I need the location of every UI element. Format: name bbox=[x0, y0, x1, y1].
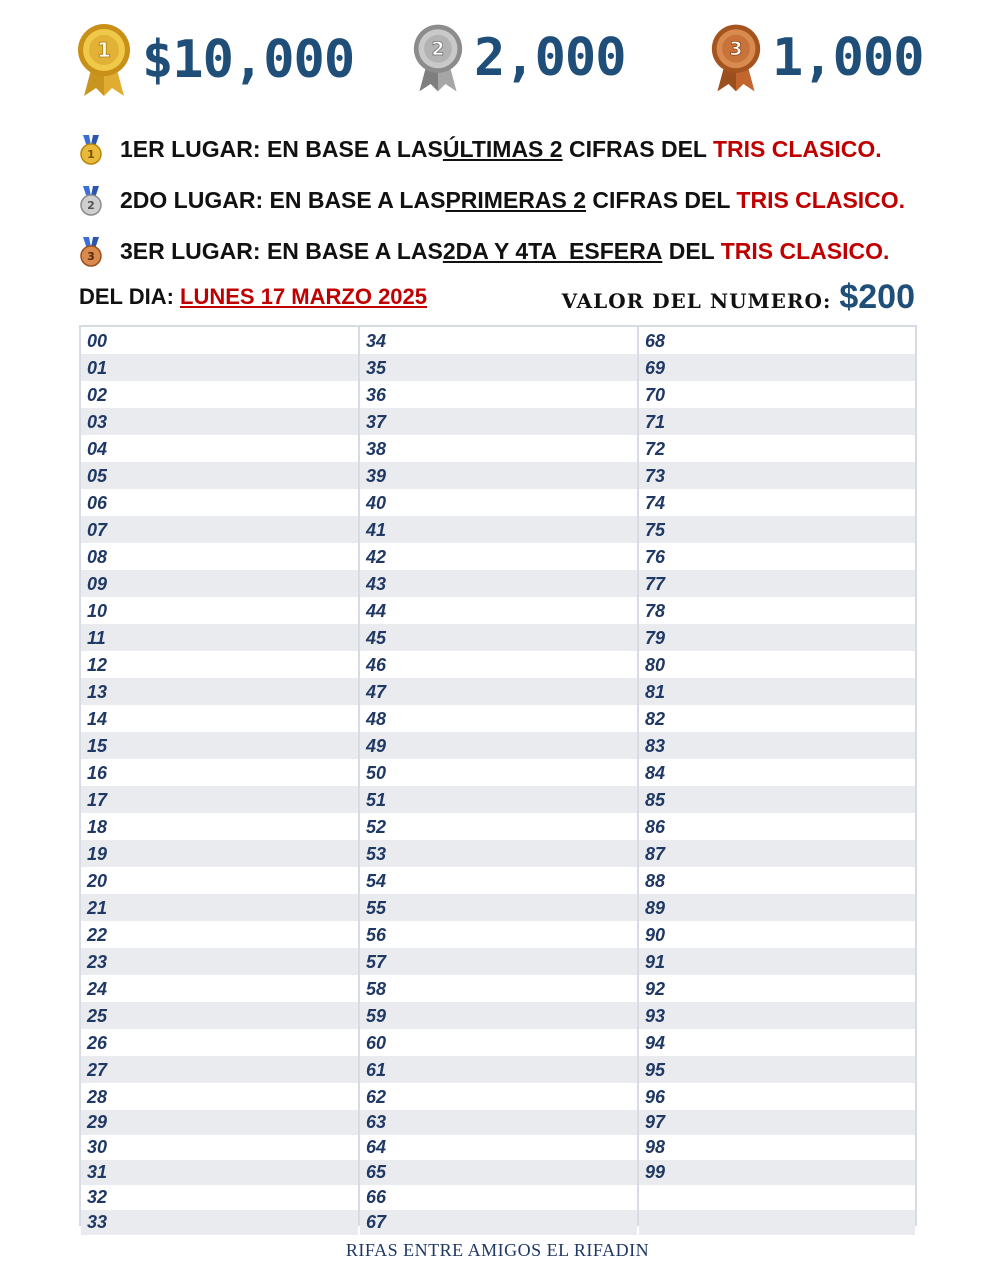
number-cell[interactable]: 44 bbox=[366, 601, 387, 621]
number-cell[interactable]: 52 bbox=[366, 817, 387, 837]
number-cell[interactable]: 55 bbox=[360, 894, 637, 921]
number-cell[interactable] bbox=[639, 1210, 915, 1235]
number-cell[interactable]: 91 bbox=[639, 948, 915, 975]
number-cell[interactable]: 15 bbox=[81, 732, 358, 759]
svg-text:1: 1 bbox=[97, 38, 111, 62]
second-prize-amount: 2,000 bbox=[474, 28, 626, 88]
number-cell[interactable]: 26 bbox=[87, 1033, 108, 1053]
number-cell[interactable]: 62 bbox=[366, 1087, 387, 1107]
number-cell[interactable]: 06 bbox=[87, 493, 108, 513]
number-cell[interactable]: 22 bbox=[87, 925, 108, 945]
number-cell[interactable]: 90 bbox=[645, 925, 666, 945]
second-prize bbox=[412, 22, 626, 94]
rule-underlined-text: PRIMERAS 2 bbox=[445, 187, 587, 213]
number-cell[interactable]: 71 bbox=[639, 408, 915, 435]
number-cell[interactable]: 94 bbox=[645, 1033, 666, 1053]
number-cell[interactable]: 16 bbox=[87, 763, 108, 783]
number-cell[interactable]: 84 bbox=[645, 763, 666, 783]
rules-list bbox=[78, 124, 958, 277]
number-cell[interactable]: 12 bbox=[87, 655, 108, 675]
number-cell[interactable]: 27 bbox=[81, 1056, 358, 1083]
number-cell[interactable]: 83 bbox=[639, 732, 915, 759]
rule-third-place bbox=[78, 226, 958, 277]
number-cell[interactable]: 31 bbox=[81, 1160, 358, 1185]
ticket-price bbox=[562, 278, 915, 317]
number-cell[interactable]: 32 bbox=[87, 1187, 108, 1207]
number-cell[interactable]: 67 bbox=[360, 1210, 637, 1235]
number-cell[interactable]: 13 bbox=[81, 678, 358, 705]
rule-text: CIFRAS DEL bbox=[586, 187, 737, 213]
number-cell[interactable]: 50 bbox=[366, 763, 387, 783]
number-cell[interactable]: 70 bbox=[645, 385, 666, 405]
draw-date bbox=[79, 284, 427, 310]
prize-header bbox=[0, 22, 995, 102]
number-cell[interactable]: 73 bbox=[639, 462, 915, 489]
svg-text:3: 3 bbox=[87, 249, 95, 263]
number-cell[interactable]: 81 bbox=[639, 678, 915, 705]
number-cell[interactable]: 33 bbox=[81, 1210, 358, 1235]
number-cell[interactable]: 51 bbox=[360, 786, 637, 813]
rule-lottery-name: TRIS CLASICO. bbox=[736, 187, 906, 213]
rule-lottery-name: TRIS CLASICO. bbox=[720, 238, 890, 264]
number-cell[interactable]: 47 bbox=[360, 678, 637, 705]
number-cell[interactable]: 09 bbox=[81, 570, 358, 597]
bronze-medal-icon bbox=[710, 22, 762, 94]
number-cell[interactable]: 28 bbox=[87, 1087, 108, 1107]
first-prize bbox=[76, 22, 354, 98]
number-cell[interactable]: 60 bbox=[366, 1033, 387, 1053]
svg-text:3: 3 bbox=[729, 39, 743, 61]
number-grid bbox=[79, 325, 917, 1232]
gold-medal-icon bbox=[76, 22, 132, 98]
number-cell[interactable]: 59 bbox=[360, 1002, 637, 1029]
number-cell[interactable]: 65 bbox=[360, 1160, 637, 1185]
number-cell[interactable]: 63 bbox=[360, 1110, 637, 1135]
number-cell[interactable]: 74 bbox=[645, 493, 666, 513]
number-cell[interactable]: 48 bbox=[366, 709, 387, 729]
bronze-medal-icon bbox=[78, 237, 104, 267]
number-cell[interactable]: 87 bbox=[639, 840, 915, 867]
number-cell[interactable]: 07 bbox=[81, 516, 358, 543]
number-column bbox=[639, 327, 915, 1224]
number-cell[interactable]: 69 bbox=[639, 354, 915, 381]
number-cell[interactable]: 78 bbox=[645, 601, 666, 621]
number-cell[interactable]: 96 bbox=[645, 1087, 666, 1107]
number-cell[interactable]: 75 bbox=[639, 516, 915, 543]
ticket-price-label: VALOR DEL NUMERO: bbox=[561, 289, 832, 313]
svg-text:2: 2 bbox=[431, 39, 445, 61]
number-cell[interactable]: 72 bbox=[645, 439, 666, 459]
number-cell[interactable]: 93 bbox=[639, 1002, 915, 1029]
silver-medal-icon bbox=[78, 186, 104, 216]
number-cell[interactable]: 36 bbox=[366, 385, 387, 405]
number-cell[interactable]: 97 bbox=[639, 1110, 915, 1135]
ticket-price-value: $200 bbox=[839, 278, 915, 316]
number-cell[interactable]: 49 bbox=[360, 732, 637, 759]
third-prize-amount: 1,000 bbox=[772, 28, 924, 88]
rule-text: 3ER LUGAR: EN BASE A LAS bbox=[120, 238, 443, 264]
number-cell[interactable]: 25 bbox=[81, 1002, 358, 1029]
gold-medal-icon bbox=[78, 135, 104, 165]
number-cell[interactable]: 61 bbox=[360, 1056, 637, 1083]
number-cell[interactable]: 23 bbox=[81, 948, 358, 975]
rule-underlined-text: 2DA Y 4TA ESFERA bbox=[442, 238, 663, 264]
number-cell[interactable]: 88 bbox=[645, 871, 666, 891]
number-cell[interactable]: 04 bbox=[87, 439, 108, 459]
svg-text:2: 2 bbox=[87, 198, 95, 212]
draw-date-value: LUNES 17 MARZO 2025 bbox=[180, 284, 428, 309]
number-cell[interactable]: 45 bbox=[360, 624, 637, 651]
number-cell[interactable]: 99 bbox=[639, 1160, 915, 1185]
number-cell[interactable]: 05 bbox=[81, 462, 358, 489]
number-cell[interactable] bbox=[639, 1185, 915, 1210]
number-cell[interactable]: 54 bbox=[366, 871, 387, 891]
number-cell[interactable]: 14 bbox=[87, 709, 108, 729]
number-cell[interactable]: 57 bbox=[360, 948, 637, 975]
number-cell[interactable]: 46 bbox=[366, 655, 387, 675]
number-column bbox=[81, 327, 360, 1232]
number-cell[interactable]: 92 bbox=[645, 979, 666, 999]
number-cell[interactable]: 66 bbox=[366, 1187, 387, 1207]
number-cell[interactable]: 02 bbox=[87, 385, 108, 405]
rule-text: 2DO LUGAR: EN BASE A LAS bbox=[120, 187, 446, 213]
draw-date-label: DEL DIA: bbox=[79, 284, 181, 309]
number-cell[interactable]: 95 bbox=[639, 1056, 915, 1083]
number-cell[interactable]: 37 bbox=[360, 408, 637, 435]
number-cell[interactable]: 77 bbox=[639, 570, 915, 597]
number-cell[interactable]: 29 bbox=[81, 1110, 358, 1135]
number-cell[interactable]: 35 bbox=[360, 354, 637, 381]
number-cell[interactable]: 19 bbox=[81, 840, 358, 867]
number-cell[interactable]: 85 bbox=[639, 786, 915, 813]
number-cell[interactable]: 42 bbox=[366, 547, 387, 567]
number-cell[interactable]: 30 bbox=[87, 1137, 108, 1157]
number-cell[interactable]: 08 bbox=[87, 547, 108, 567]
number-cell[interactable]: 17 bbox=[81, 786, 358, 813]
number-column bbox=[360, 327, 639, 1232]
number-cell[interactable]: 24 bbox=[87, 979, 108, 999]
number-cell[interactable]: 64 bbox=[366, 1137, 387, 1157]
number-cell[interactable]: 03 bbox=[81, 408, 358, 435]
rule-text: DEL bbox=[662, 238, 721, 264]
number-cell[interactable]: 00 bbox=[87, 331, 108, 351]
third-prize bbox=[710, 22, 924, 94]
number-cell[interactable]: 58 bbox=[366, 979, 387, 999]
number-cell[interactable]: 39 bbox=[360, 462, 637, 489]
number-cell[interactable]: 82 bbox=[645, 709, 666, 729]
number-cell[interactable]: 11 bbox=[81, 624, 358, 651]
first-prize-amount: $10,000 bbox=[142, 30, 355, 90]
number-cell[interactable]: 79 bbox=[639, 624, 915, 651]
silver-medal-icon bbox=[412, 22, 464, 94]
number-cell[interactable]: 53 bbox=[360, 840, 637, 867]
number-cell[interactable]: 40 bbox=[366, 493, 387, 513]
number-cell[interactable]: 01 bbox=[81, 354, 358, 381]
number-cell[interactable]: 80 bbox=[645, 655, 666, 675]
number-cell[interactable]: 76 bbox=[645, 547, 666, 567]
rule-first-place bbox=[78, 124, 958, 175]
rule-text: CIFRAS DEL bbox=[562, 136, 713, 162]
number-cell[interactable]: 86 bbox=[645, 817, 666, 837]
number-cell[interactable]: 34 bbox=[366, 331, 387, 351]
number-cell[interactable]: 98 bbox=[645, 1137, 666, 1157]
footer-brand: RIFAS ENTRE AMIGOS EL RIFADIN bbox=[345, 1240, 650, 1260]
number-cell[interactable]: 10 bbox=[87, 601, 108, 621]
number-cell[interactable]: 89 bbox=[639, 894, 915, 921]
number-cell[interactable]: 41 bbox=[360, 516, 637, 543]
rule-second-place bbox=[78, 175, 958, 226]
number-cell[interactable]: 43 bbox=[360, 570, 637, 597]
number-cell[interactable]: 21 bbox=[81, 894, 358, 921]
rule-text: 1ER LUGAR: EN BASE A LAS bbox=[120, 136, 443, 162]
number-cell[interactable]: 38 bbox=[366, 439, 387, 459]
number-cell[interactable]: 20 bbox=[87, 871, 108, 891]
svg-text:1: 1 bbox=[87, 147, 95, 161]
rule-lottery-name: TRIS CLASICO. bbox=[712, 136, 882, 162]
number-cell[interactable]: 56 bbox=[366, 925, 387, 945]
number-cell[interactable]: 68 bbox=[645, 331, 666, 351]
rule-underlined-text: ÚLTIMAS 2 bbox=[442, 136, 563, 162]
number-cell[interactable]: 18 bbox=[87, 817, 108, 837]
